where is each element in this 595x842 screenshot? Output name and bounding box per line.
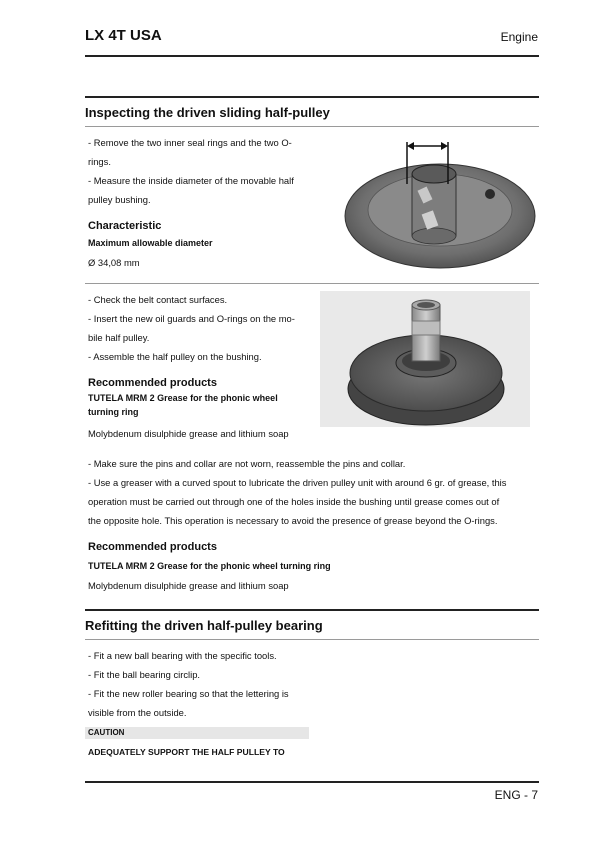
characteristic-label: Maximum allowable diameter	[88, 238, 213, 248]
recommended-products-heading: Recommended products	[88, 377, 217, 389]
footer-rule	[85, 781, 539, 783]
instruction-line: - Make sure the pins and collar are not worn, reassemble the pins and collar.	[88, 458, 406, 469]
assembled-half-pulley-photo	[320, 291, 530, 427]
instruction-line: operation must be carried out through one of the holes inside the bushing until grease comes out of	[88, 496, 500, 507]
instruction-line: - Measure the inside diameter of the movable half	[88, 175, 294, 186]
document-title: LX 4T USA	[85, 27, 162, 44]
caution-label: CAUTION	[85, 727, 309, 739]
section-top-rule	[85, 609, 539, 611]
product-name: turning ring	[88, 407, 139, 417]
instruction-line: visible from the outside.	[88, 707, 187, 718]
instruction-line: - Fit the new roller bearing so that the lettering is	[88, 688, 289, 699]
chapter-name: Engine	[500, 30, 538, 44]
recommended-products-heading: Recommended products	[88, 541, 217, 553]
instruction-line: - Assemble the half pulley on the bushing.	[88, 351, 262, 362]
product-name: TUTELA MRM 2 Grease for the phonic wheel	[88, 393, 278, 403]
instruction-line: - Remove the two inner seal rings and the two O-	[88, 137, 292, 148]
characteristic-heading: Characteristic	[88, 220, 162, 232]
section-top-rule	[85, 96, 539, 98]
instruction-line: bile half pulley.	[88, 332, 150, 343]
instruction-line: pulley bushing.	[88, 194, 151, 205]
instruction-line: - Insert the new oil guards and O-rings on the mo-	[88, 313, 295, 324]
section-title: Refitting the driven half-pulley bearing	[85, 618, 323, 633]
product-name: TUTELA MRM 2 Grease for the phonic wheel turning ring	[88, 561, 331, 571]
product-description: Molybdenum disulphide grease and lithium soap	[88, 428, 289, 439]
section-title: Inspecting the driven sliding half-pulley	[85, 105, 330, 120]
section-title-rule	[85, 126, 539, 127]
instruction-line: - Use a greaser with a curved spout to lubricate the driven pulley unit with around 6 gr. of grease, this	[88, 477, 507, 488]
instruction-line: - Check the belt contact surfaces.	[88, 294, 228, 305]
instruction-line: the opposite hole. This operation is necessary to avoid the presence of grease beyond the O-rings.	[88, 515, 498, 526]
instruction-line: rings.	[88, 156, 111, 167]
product-description: Molybdenum disulphide grease and lithium soap	[88, 580, 289, 591]
characteristic-value: Ø 34,08 mm	[88, 257, 140, 268]
half-pulley-bushing-photo	[340, 132, 540, 272]
header-rule	[85, 55, 539, 57]
instruction-line: - Fit the ball bearing circlip.	[88, 669, 201, 680]
page-number: ENG - 7	[494, 788, 538, 802]
instruction-line: - Fit a new ball bearing with the specific tools.	[88, 650, 277, 661]
caution-text: ADEQUATELY SUPPORT THE HALF PULLEY TO	[88, 747, 285, 757]
section-title-rule	[85, 639, 539, 640]
block-divider	[85, 283, 539, 284]
